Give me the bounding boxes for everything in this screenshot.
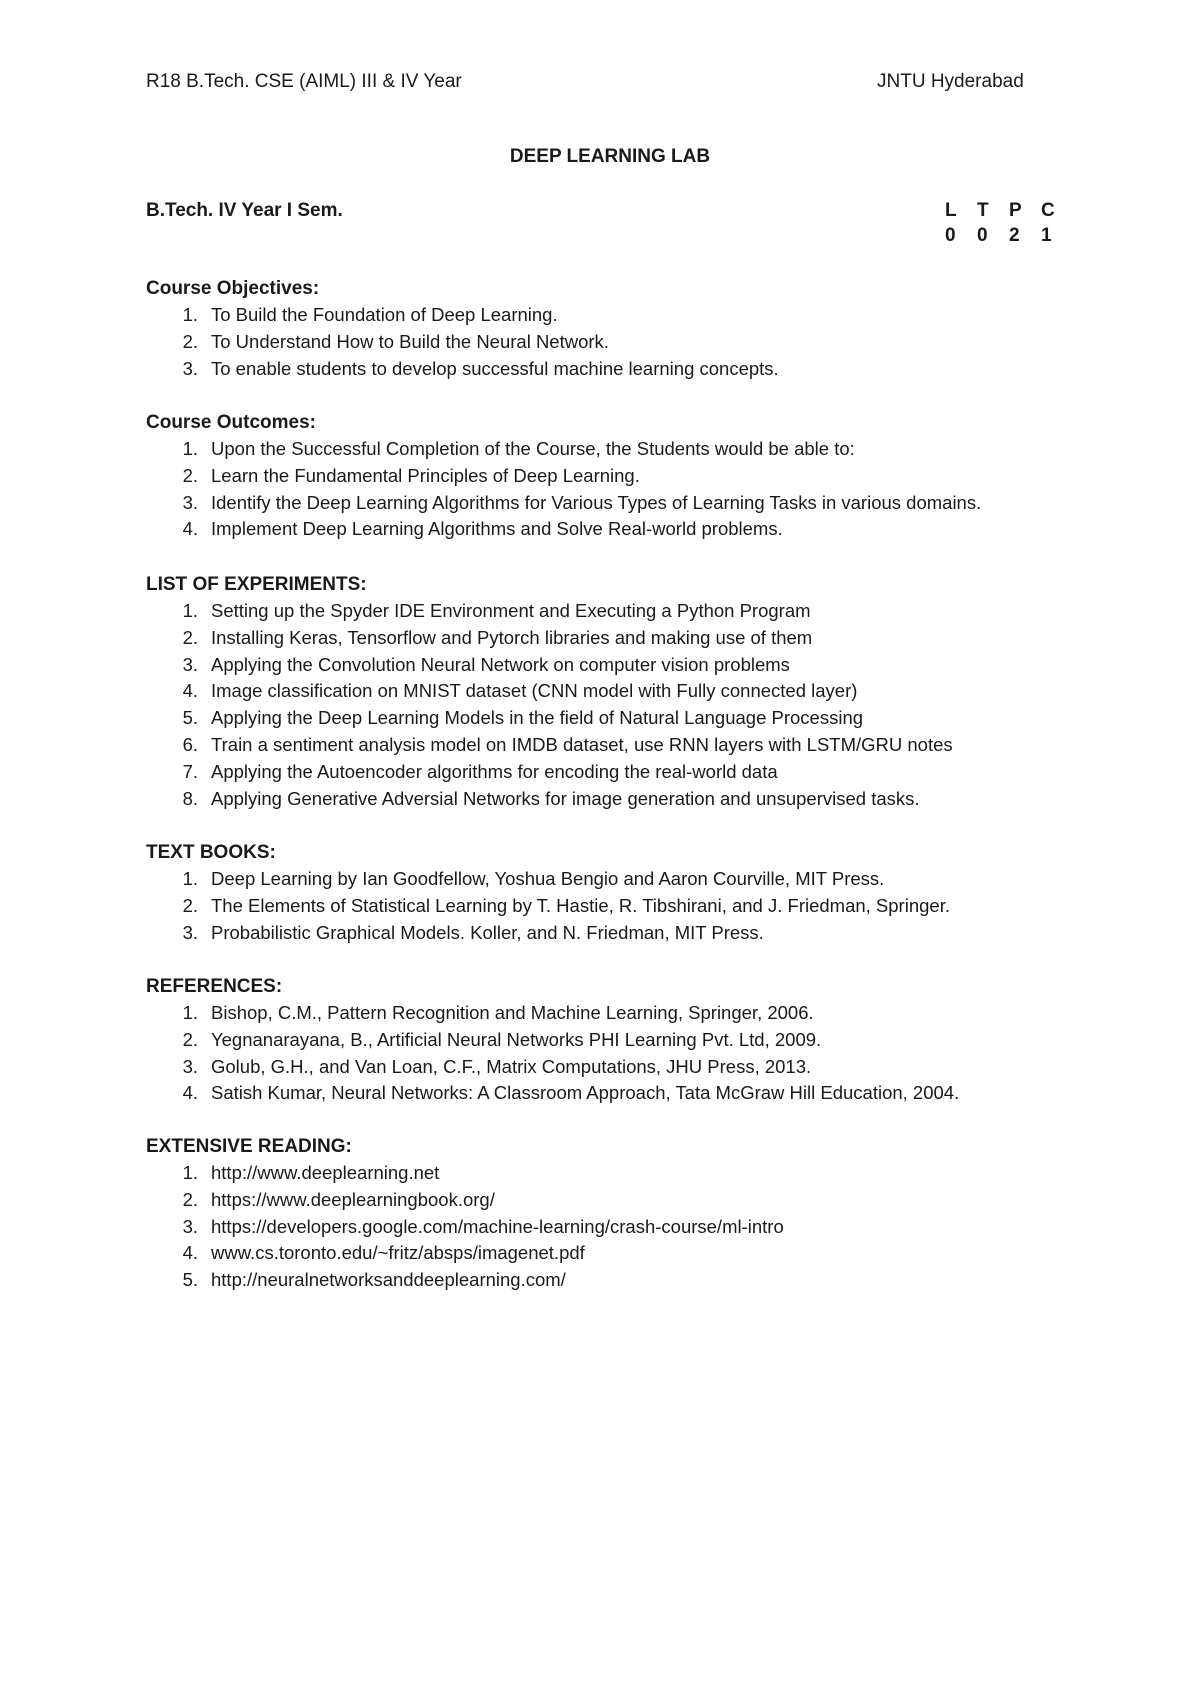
list-item: 1. Deep Learning by Ian Goodfellow, Yoshua Bengio and Aaron Courville, MIT Press. — [146, 866, 950, 893]
list-item-text: Upon the Successful Completion of the Course, the Students would be able to: — [211, 438, 855, 459]
list-item: 1. http://www.deeplearning.net — [146, 1160, 784, 1187]
list-item: 5. Applying the Deep Learning Models in the field of Natural Language Processing — [146, 705, 953, 732]
list-item-text: www.cs.toronto.edu/~fritz/absps/imagenet.pdf — [211, 1242, 585, 1264]
objectives-list — [146, 302, 779, 382]
list-item: 2. Installing Keras, Tensorflow and Pytorch libraries and making use of them — [146, 625, 953, 652]
list-item-text: Yegnanarayana, B., Artificial Neural Networks PHI Learning Pvt. Ltd, 2009. — [211, 1028, 822, 1050]
section-references — [146, 974, 959, 1107]
list-item: 5. http://neuralnetworksanddeeplearning.com/ — [146, 1267, 784, 1294]
list-item: 2. The Elements of Statistical Learning by T. Hastie, R. Tibshirani, and J. Friedman, Springer. — [146, 893, 950, 920]
experiments-list — [146, 598, 953, 812]
section-heading: Course Outcomes: — [146, 412, 316, 433]
list-item: 8. Applying Generative Adversial Networks for image generation and unsupervised tasks. — [146, 786, 953, 813]
list-item: 4. Implement Deep Learning Algorithms and Solve Real-world problems. — [146, 516, 981, 543]
list-item-text: Image classification on MNIST dataset (CNN model with Fully connected layer) — [211, 680, 858, 702]
list-item: 1. To Build the Foundation of Deep Learning. — [146, 302, 779, 329]
ltpc-label: C — [1041, 200, 1055, 221]
references-list — [146, 1000, 959, 1107]
list-item-text: https://www.deeplearningbook.org/ — [211, 1188, 495, 1210]
list-item-text: To enable students to develop successful machine learning concepts. — [211, 357, 779, 379]
list-item-text: Applying the Autoencoder algorithms for encoding the real-world data — [211, 760, 778, 782]
header-university: JNTU Hyderabad — [877, 71, 1024, 92]
ltpc-labels-row — [945, 200, 1073, 225]
semester-label: B.Tech. IV Year I Sem. — [146, 200, 343, 221]
list-item: 1. Upon the Successful Completion of the Course, the Students would be able to: — [146, 436, 981, 463]
ltpc-label: L — [945, 200, 957, 221]
list-item: 2. To Understand How to Build the Neural Network. — [146, 329, 779, 356]
list-item-text: Applying Generative Adversial Networks for image generation and unsupervised tasks. — [211, 787, 920, 809]
list-item: 2. Yegnanarayana, B., Artificial Neural Networks PHI Learning Pvt. Ltd, 2009. — [146, 1027, 959, 1054]
list-item-text: Probabilistic Graphical Models. Koller, and N. Friedman, MIT Press. — [211, 921, 764, 943]
section-extensive-reading — [146, 1134, 784, 1294]
list-item-text: To Build the Foundation of Deep Learning. — [211, 304, 558, 325]
section-text-books — [146, 840, 950, 946]
list-item: 1. Setting up the Spyder IDE Environment and Executing a Python Program — [146, 598, 953, 625]
section-heading: TEXT BOOKS: — [146, 842, 276, 863]
ltpc-value: 2 — [1009, 225, 1020, 246]
list-item: 3. Applying the Convolution Neural Network on computer vision problems — [146, 652, 953, 679]
ltpc-value: 0 — [945, 225, 956, 246]
list-item: 1. Bishop, C.M., Pattern Recognition and Machine Learning, Springer, 2006. — [146, 1000, 959, 1027]
list-item-text: The Elements of Statistical Learning by T. Hastie, R. Tibshirani, and J. Friedman, Springer. — [211, 894, 950, 916]
list-item-text: Bishop, C.M., Pattern Recognition and Machine Learning, Springer, 2006. — [211, 1002, 814, 1023]
ltpc-value: 1 — [1041, 225, 1052, 246]
ltpc-table — [945, 200, 1073, 250]
list-item-text: Setting up the Spyder IDE Environment and Executing a Python Program — [211, 600, 811, 621]
list-item-text: http://www.deeplearning.net — [211, 1162, 440, 1183]
list-item: 4. www.cs.toronto.edu/~fritz/absps/imagenet.pdf — [146, 1240, 784, 1267]
list-item: 2. https://www.deeplearningbook.org/ — [146, 1187, 784, 1214]
list-item: 6. Train a sentiment analysis model on IMDB dataset, use RNN layers with LSTM/GRU notes — [146, 732, 953, 759]
ltpc-label: T — [977, 200, 989, 221]
list-item-text: http://neuralnetworksanddeeplearning.com/ — [211, 1269, 566, 1291]
outcomes-list — [146, 436, 981, 543]
list-item: 3. https://developers.google.com/machine-learning/crash-course/ml-intro — [146, 1214, 784, 1241]
list-item-text: Installing Keras, Tensorflow and Pytorch libraries and making use of them — [211, 626, 813, 648]
list-item-text: Learn the Fundamental Principles of Deep Learning. — [211, 464, 640, 486]
section-heading: LIST OF EXPERIMENTS: — [146, 574, 367, 595]
list-item-text: Deep Learning by Ian Goodfellow, Yoshua Bengio and Aaron Courville, MIT Press. — [211, 868, 885, 889]
list-item-text: To Understand How to Build the Neural Network. — [211, 330, 609, 352]
ltpc-label: P — [1009, 200, 1022, 221]
section-heading: EXTENSIVE READING: — [146, 1136, 352, 1157]
list-item: 3. Identify the Deep Learning Algorithms for Various Types of Learning Tasks in various domains. — [146, 490, 981, 517]
section-experiments — [146, 572, 953, 812]
list-item: 4. Image classification on MNIST dataset (CNN model with Fully connected layer) — [146, 678, 953, 705]
list-item-text: https://developers.google.com/machine-learning/crash-course/ml-intro — [211, 1215, 784, 1237]
list-item: 3. Probabilistic Graphical Models. Koller, and N. Friedman, MIT Press. — [146, 920, 950, 947]
header-course-code: R18 B.Tech. CSE (AIML) III & IV Year — [146, 71, 462, 92]
ltpc-value: 0 — [977, 225, 988, 246]
list-item-text: Satish Kumar, Neural Networks: A Classroom Approach, Tata McGraw Hill Education, 2004. — [211, 1082, 960, 1104]
section-course-objectives — [146, 276, 779, 382]
list-item: 2. Learn the Fundamental Principles of Deep Learning. — [146, 463, 981, 490]
text-books-list — [146, 866, 950, 946]
page-title: DEEP LEARNING LAB — [509, 146, 711, 167]
list-item-text: Golub, G.H., and Van Loan, C.F., Matrix Computations, JHU Press, 2013. — [211, 1055, 812, 1077]
list-item-text: Implement Deep Learning Algorithms and Solve Real-world problems. — [211, 518, 783, 540]
section-course-outcomes — [146, 410, 981, 543]
ltpc-values-row — [945, 225, 1073, 250]
list-item-text: Applying the Deep Learning Models in the field of Natural Language Processing — [211, 707, 864, 729]
section-heading: Course Objectives: — [146, 278, 320, 299]
list-item: 3. Golub, G.H., and Van Loan, C.F., Matrix Computations, JHU Press, 2013. — [146, 1054, 959, 1081]
section-heading: REFERENCES: — [146, 976, 283, 997]
list-item: 7. Applying the Autoencoder algorithms for encoding the real-world data — [146, 759, 953, 786]
list-item-text: Applying the Convolution Neural Network on computer vision problems — [211, 653, 790, 675]
list-item: 3. To enable students to develop successful machine learning concepts. — [146, 356, 779, 383]
list-item-text: Train a sentiment analysis model on IMDB dataset, use RNN layers with LSTM/GRU notes — [211, 733, 953, 755]
list-item-text: Identify the Deep Learning Algorithms for Various Types of Learning Tasks in various domains. — [211, 491, 982, 513]
extensive-reading-list — [146, 1160, 784, 1294]
list-item: 4. Satish Kumar, Neural Networks: A Classroom Approach, Tata McGraw Hill Education, 2004. — [146, 1080, 959, 1107]
